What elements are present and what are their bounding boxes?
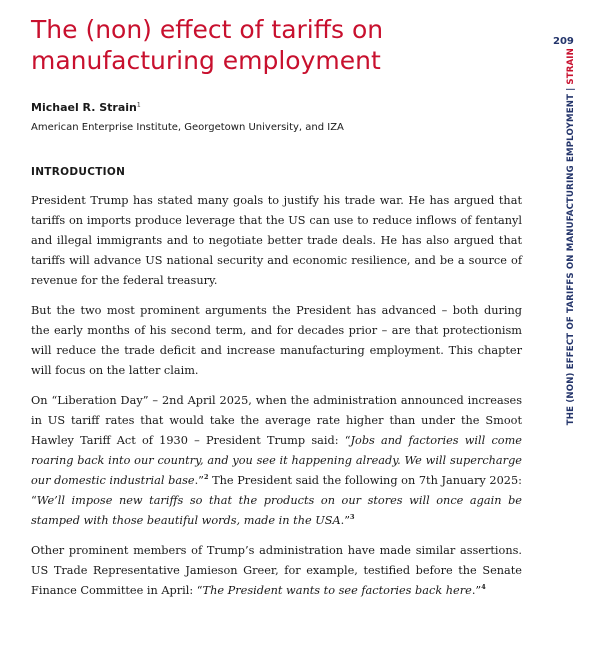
section-heading: INTRODUCTION: [31, 166, 126, 178]
p3-text-d: .”: [340, 514, 351, 527]
paragraph-4: [31, 541, 522, 601]
footnote-ref-3[interactable]: 3: [350, 513, 355, 522]
author-name-line: [31, 101, 141, 114]
running-header-separator: |: [566, 87, 576, 91]
body-text: [31, 191, 522, 611]
paragraph-2: But the two most prominent arguments the President has advanced – both during the early months of his second term, and for decades prior – are that protectionism will reduce the trade deficit and increase manufacturing employment. This chapter will focus on the latter claim.: [31, 304, 522, 377]
author-affiliation: American Enterprise Institute, Georgetown University, and IZA: [31, 122, 344, 133]
p3-text-a: On “Liberation Day” – 2nd April 2025, when the administration announced increases in US tariff rates that would take the average rate higher than under the Smoot Hawley Tariff Act of 1930 – President Trump said: “: [31, 394, 522, 447]
p3-quote-1: Jobs and factories will come roaring back into our country, and you see it happening already. We will supercharge our domestic industrial base: [31, 434, 522, 487]
author-name: Michael R. Strain: [31, 101, 137, 114]
paragraph-3: [31, 391, 522, 531]
chapter-title: The (non) effect of tariffs on manufacturing employment: [31, 15, 384, 75]
running-header: [565, 48, 577, 468]
p3-text-b: .”: [194, 474, 204, 487]
p4-text-a: Other prominent members of Trump’s administration have made similar assertions. US Trade Representative Jamieson Greer, for example, testified before the Senate Finance Committee in April: “: [31, 544, 522, 597]
running-header-author: STRAIN: [566, 48, 576, 85]
paragraph-1: President Trump has stated many goals to justify his trade war. He has argued that tariffs on imports produce leverage that the US can use to reduce inflows of fentanyl and illegal immigrants and to negotiate better trade deals. He has also argued that tariffs will advance US national security and economic resilience, and be a source of revenue for the federal treasury.: [31, 194, 522, 287]
author-footnote-mark[interactable]: 1: [136, 101, 141, 109]
p3-quote-2: We’ll impose new tariffs so that the products on our stores will once again be stamped with those beautiful words, made in the USA: [31, 494, 522, 527]
footnote-ref-2[interactable]: 2: [203, 473, 209, 482]
running-header-chapter: THE (NON) EFFECT OF TARIFFS ON MANUFACTURING EMPLOYMENT: [566, 93, 576, 426]
page-number: 209: [553, 36, 574, 47]
p4-text-b: .”: [471, 584, 482, 597]
p4-quote: The President wants to see factories back here: [202, 584, 472, 597]
footnote-ref-4[interactable]: 4: [481, 583, 486, 592]
p3-text-c: The President said the following on 7th January 2025: “: [31, 474, 522, 507]
